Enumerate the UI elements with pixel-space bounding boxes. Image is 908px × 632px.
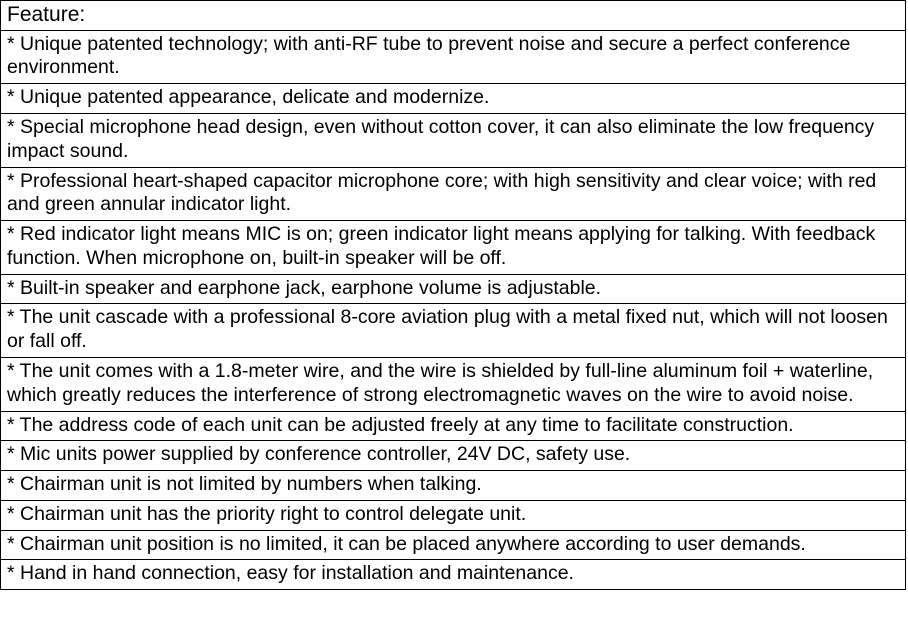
feature-item: * The unit comes with a 1.8-meter wire, and the wire is shielded by full-line aluminum foil + waterline, which greatly reduces the interference of strong electromagnetic waves on the wire to avoid noise.: [1, 357, 906, 411]
table-row: [1, 221, 906, 275]
feature-item: * Chairman unit has the priority right to control delegate unit.: [1, 500, 906, 530]
table-row: [1, 274, 906, 304]
feature-item: * Chairman unit is not limited by numbers when talking.: [1, 471, 906, 501]
feature-item: * Professional heart-shaped capacitor microphone core; with high sensitivity and clear voice; with red and green annular indicator light.: [1, 167, 906, 221]
feature-item: * Unique patented appearance, delicate and modernize.: [1, 84, 906, 114]
table-row: [1, 167, 906, 221]
feature-item: * Hand in hand connection, easy for installation and maintenance.: [1, 560, 906, 590]
feature-item: * Red indicator light means MIC is on; green indicator light means applying for talking. With feedback function. When microphone on, built-in speaker will be off.: [1, 221, 906, 275]
feature-table-body: [1, 1, 906, 590]
feature-item: * Chairman unit position is no limited, it can be placed anywhere according to user demands.: [1, 530, 906, 560]
feature-item: * Special microphone head design, even without cotton cover, it can also eliminate the low frequency impact sound.: [1, 113, 906, 167]
feature-item: * Mic units power supplied by conference controller, 24V DC, safety use.: [1, 441, 906, 471]
table-row: [1, 560, 906, 590]
feature-item: * The unit cascade with a professional 8-core aviation plug with a metal fixed nut, which will not loosen or fall off.: [1, 304, 906, 358]
table-row: [1, 113, 906, 167]
table-row: [1, 411, 906, 441]
feature-item: * Built-in speaker and earphone jack, earphone volume is adjustable.: [1, 274, 906, 304]
feature-item: * Unique patented technology; with anti-RF tube to prevent noise and secure a perfect conference environment.: [1, 30, 906, 84]
table-row: [1, 304, 906, 358]
table-row: [1, 530, 906, 560]
table-row: [1, 500, 906, 530]
table-row: [1, 84, 906, 114]
table-row: [1, 471, 906, 501]
feature-header: Feature:: [1, 1, 906, 31]
table-row: [1, 357, 906, 411]
feature-item: * The address code of each unit can be adjusted freely at any time to facilitate construction.: [1, 411, 906, 441]
table-row: [1, 1, 906, 31]
table-row: [1, 30, 906, 84]
table-row: [1, 441, 906, 471]
